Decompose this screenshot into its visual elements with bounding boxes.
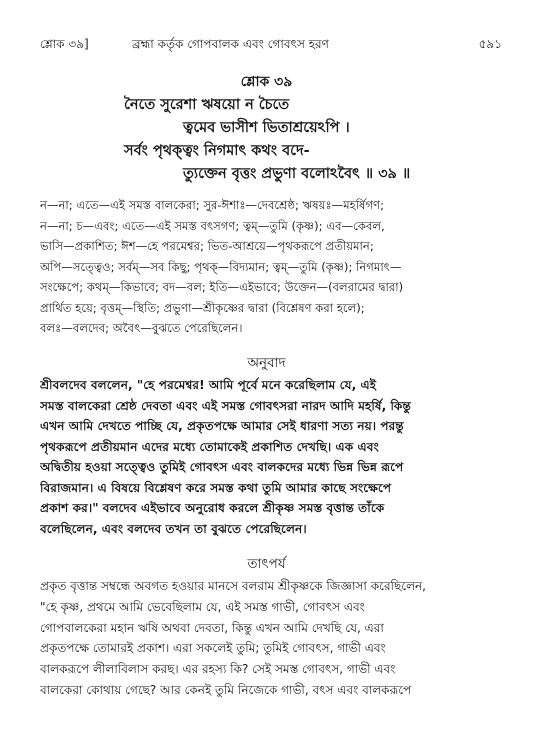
translation-heading: অনুবাদ <box>247 355 286 371</box>
translation-line: অদ্বিতীয় হওয়া সত্ত্বেও তুমিই গোবৎস এবং বালকদের মধ্যে ভিন্ন ভিন্ন রূপে <box>40 460 404 474</box>
purport-line: বালকেরা কোথায় গেছে? আর কেনই তুমি নিজেকে গাভী, বৎস এবং বালকরূপে <box>40 682 412 697</box>
verse-line: নৈতে সুরেশা ঋষয়ো ন চৈতে <box>124 97 290 113</box>
verse-line: ত্যুক্তেন বৃত্তং প্রভুণা বলোঽবৈৎ ॥ ৩৯ ॥ <box>183 166 411 182</box>
purport-block <box>40 576 502 701</box>
synonyms-line: সংক্ষেপে; কথম্—কিভাবে; বদ—বল; ইতি—এইভাবে; উক্তেন—(বলরামের দ্বারা) <box>40 280 404 294</box>
purport-line: গোপবালকেরা মহান ঋষি অথবা দেবতা, কিন্তু এখন আমি দেখছি যে, এরা <box>40 620 384 635</box>
translation-line: বিরাজমান। এ বিষয়ে বিশ্লেষণ করে সমস্ত কথা তুমি আমার কাছে সংক্ষেপে <box>40 480 392 495</box>
sloka-title: শ্লোক ৩৯ <box>240 74 293 90</box>
synonyms-line: ন—না; চ—এবং; এতে—এই সমস্ত বৎসগণ; ত্বম্—তুমি (কৃষ্ণ); এব—কেবল, <box>40 218 385 233</box>
translation-line: শ্রীবলদেব বললেন, "হে পরমেশ্বর! আমি পূর্বে মনে করেছিলাম যে, এই <box>40 378 377 392</box>
purport-line: প্রকৃত বৃত্তান্ত সম্বন্ধে অবগত হওয়ার মানসে বলরাম শ্রীকৃষ্ণকে জিজ্ঞাসা করেছিলেন, <box>40 579 426 593</box>
translation-line: এখন আমি দেখতে পাচ্ছি যে, প্রকৃতপক্ষে আমার সেই ধারণা সত্য নয়। পরন্তু <box>40 419 404 433</box>
purport-heading: তাৎপর্য <box>247 556 286 572</box>
running-header <box>40 36 502 56</box>
verse-line: সর্বং পৃথক্ত্বং নিগমাৎ কথং বদে- <box>124 143 310 159</box>
synonyms-line: প্রার্থিত হয়ে; বৃত্তম্—স্থিতি; প্রভুণা—শ্রীকৃষ্ণের দ্বারা (বিশ্লেষণ করা হলে); <box>40 300 365 315</box>
synonyms-line: বলঃ—বলদেব; অবৈৎ—বুঝতে পেরেছিলেন। <box>40 321 243 335</box>
page-number: ৫৯১ <box>478 37 502 51</box>
synonyms-block <box>40 195 500 339</box>
translation-block <box>40 375 500 539</box>
header-chapter-title: ব্রহ্মা কর্তৃক গোপবালক এবং গোবৎস হরণ <box>132 37 329 51</box>
synonyms-line: ভাসি—প্রকাশিত; ঈশ—হে পরমেশ্বর; ভিত-আশ্রয়ে—পৃথকরূপে প্রতীয়মান; <box>40 239 374 253</box>
purport-line: "হে কৃষ্ণ, প্রথমে আমি ভেবেছিলাম যে, এই সমস্ত গাভী, গোবৎস এবং <box>40 599 365 614</box>
translation-line: বলেছিলেন, এবং বলদেব তখন তা বুঝতে পেরেছিলেন। <box>40 521 307 536</box>
translation-line: প্রকাশ কর।" বলদেব এইভাবে অনুরোধ করলে শ্রীকৃষ্ণ সমস্ত বৃত্তান্ত তাঁকে <box>40 501 385 515</box>
synonyms-line: অপি—সত্ত্বেও; সর্বম্—সব কিছু; পৃথক্—বিদ্যমান; ত্বম্—তুমি (কৃষ্ণ); নিগমাৎ— <box>40 259 402 274</box>
purport-line: বালকরূপে লীলাবিলাস করছ। এর রহস্য কি? সেই সমস্ত গোবৎস, গাভী এবং <box>40 662 396 677</box>
translation-line: সমস্ত বালকেরা শ্রেষ্ঠ দেবতা এবং এই সমস্ত গোবৎসরা নারদ আদি মহর্ষি, কিন্তু <box>40 398 411 413</box>
verse-line: ত্বমেব ভাসীশ ভিতাশ্রয়েঽপি । <box>183 120 350 136</box>
synonyms-line: ন—না; এতে—এই সমস্ত বালকেরা; সুর-ঈশাঃ—দেবশ্রেষ্ঠ; ঋষয়ঃ—মহর্ষিগণ; <box>40 198 384 212</box>
translation-line: পৃথকরূপে প্রতীয়মান এদের মধ্যে তোমাকেই প্রকাশিত দেখছি। এক এবং <box>40 439 379 454</box>
header-verse-ref: শ্লোক ৩৯] <box>40 37 89 51</box>
purport-line: প্রকৃতপক্ষে তোমারই প্রকাশ। এরা সকলেই তুমি; তুমিই গোবৎস, গাভী এবং <box>40 641 386 656</box>
